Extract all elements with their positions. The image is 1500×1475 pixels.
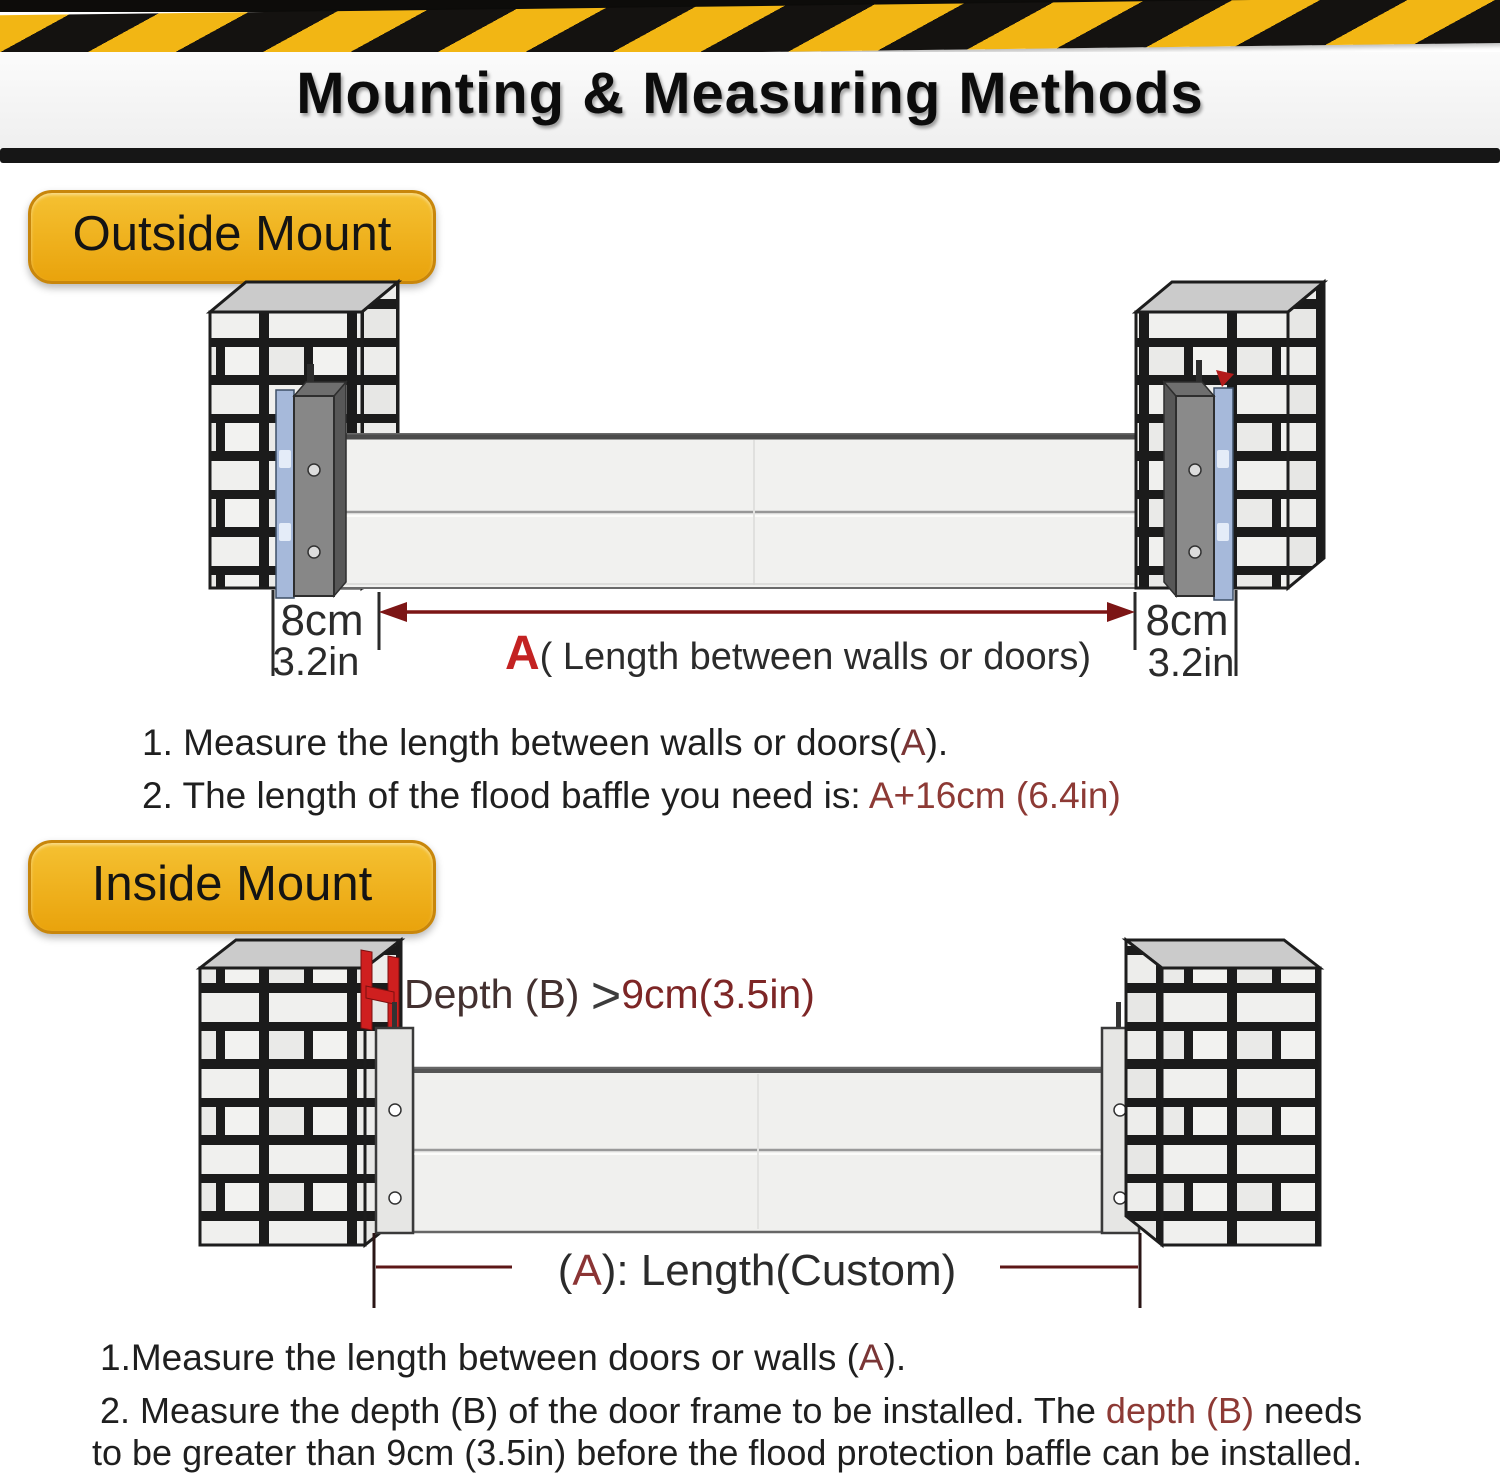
page-title: Mounting & Measuring Methods: [296, 61, 1204, 126]
outside-left-dim-cm: 8cm: [280, 596, 364, 645]
inside-step-2-line1: [100, 1390, 1362, 1432]
right-mounting-channel: [1164, 382, 1214, 596]
span-label-a: A: [505, 627, 540, 680]
outside-mount-badge: Outside Mount: [28, 190, 436, 284]
inside-step1-text: 1.Measure the length between doors or walls (: [100, 1337, 859, 1378]
depth-label-value: 9cm(3.5in): [621, 971, 815, 1017]
outside-right-dim-in: 3.2in: [1147, 641, 1235, 685]
outside-right-dim-cm: 8cm: [1145, 596, 1229, 645]
outside-span-label: [505, 626, 1091, 681]
outside-left-dim-in: 3.2in: [272, 640, 360, 684]
inside-right-brick-pillar: [1126, 940, 1320, 1245]
depth-label-text: Depth (B): [404, 971, 591, 1017]
left-blue-seal-strip: [276, 390, 294, 598]
left-mounting-channel: [294, 382, 346, 596]
inside-step1-end: ).: [883, 1337, 907, 1378]
flood-barrier-outside: [334, 434, 1175, 588]
outside-step-1: [142, 722, 948, 764]
inside-step-1: [100, 1337, 906, 1379]
inside-step2-depth: depth (B): [1105, 1390, 1254, 1431]
inside-step1-a: A: [858, 1337, 884, 1378]
inside-step-2-line2: to be greater than 9cm (3.5in) before the flood protection baffle can be installed.: [92, 1432, 1363, 1473]
right-blue-seal-strip: [1214, 388, 1233, 600]
outside-step1-text: 1. Measure the length between walls or doors(: [142, 722, 901, 763]
outside-step2-formula: A+16cm (6.4in): [868, 775, 1121, 816]
length-label-rest: ): Length(Custom): [601, 1246, 957, 1295]
greater-than-sign: >: [590, 967, 622, 1025]
span-label-rest: ( Length between walls or doors): [539, 636, 1091, 678]
inside-mount-badge: Inside Mount: [28, 840, 436, 934]
flood-barrier-inside: [413, 1068, 1102, 1232]
outside-step1-end: ).: [925, 722, 949, 763]
inside-length-label: [374, 1246, 1140, 1296]
inside-left-channel: [376, 1002, 413, 1233]
length-label-a: A: [572, 1246, 602, 1295]
outside-step-2: [142, 775, 1121, 817]
outside-step2-text: 2. The length of the flood baffle you need is:: [142, 775, 869, 816]
depth-requirement-label: [404, 966, 815, 1026]
inside-step2-text: 2. Measure the depth (B) of the door frame to be installed. The: [100, 1390, 1106, 1431]
outside-step1-a: A: [900, 722, 926, 763]
length-label-open: (: [557, 1246, 573, 1295]
inside-step2-end: needs: [1254, 1390, 1363, 1431]
